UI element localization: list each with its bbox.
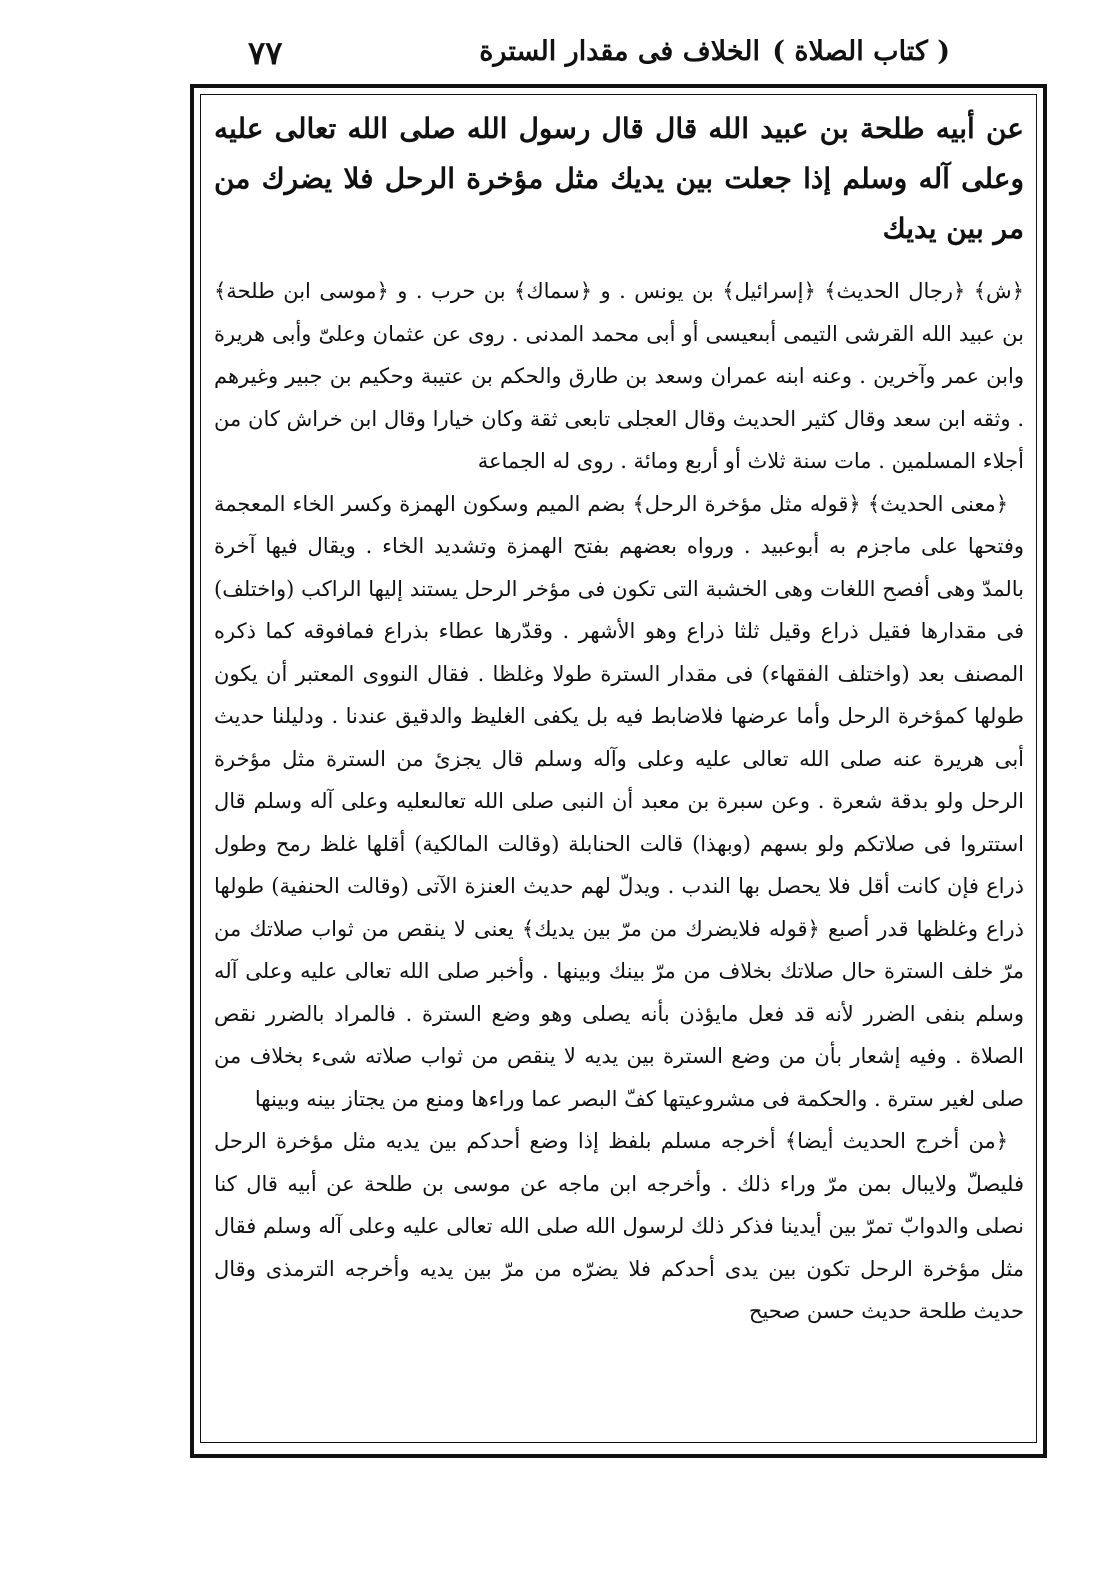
book-title: ( كتاب الصلاة ): [772, 36, 950, 67]
narrators-section: ﴿ش﴾ ﴿رجال الحديث﴾ ﴿إسرائيل﴾ بن يونس . و ﴿سماك﴾ بن حرب . و ﴿موسى ابن طلحة﴾ بن عبيد الله القرشى التيمى أبىعيسى أو أبى محمد المدنى . روى عن عثمان وعلىّ وأبى هريرة وابن عمر وآخرين . وعنه ابنه عمران وسعد بن طارق والحكم بن عتيبة وحكيم بن جبير وغيرهم . وثقه ابن سعد وقال كثير الحديث وقال العجلى تابعى ثقة وكان خيارا وقال ابن خراش كان من أجلاء المسلمين . مات سنة ثلاث أو أربع ومائة . روى له الجماعة: [214, 279, 1024, 473]
meaning-section: ﴿معنى الحديث﴾ ﴿قوله مثل مؤخرة الرحل﴾ بضم الميم وسكون الهمزة وكسر الخاء المعجمة وفتحها على ماجزم به أبوعبيد . ورواه بعضهم بفتح الهمزة وتشديد الخاء . ويقال فيها آخرة بالمدّ وهى أفصح اللغات وهى الخشبة التى تكون فى مؤخر الرحل يستند إليها الراكب (واختلف) فى مقدارها فقيل ذراع وقيل ثلثا ذراع وهو الأشهر . وقدّرها عطاء بذراع فمافوقه كما ذكره المصنف بعد (واختلف الفقهاء) فى مقدار السترة طولا وغلظا . فقال النووى المعتبر أن يكون طولها كمؤخرة الرحل وأما عرضها فلاضابط فيه بل يكفى الغليظ والدقيق عندنا . ودليلنا حديث أبى هريرة عنه صلى الله تعالى عليه وعلى وآله وسلم قال يجزئ من السترة مثل مؤخرة الرحل ولو بدقة شعرة . وعن سبرة بن معبد أن النبى صلى الله تعالىعليه وعلى آله وسلم قال استتروا فى صلاتكم ولو بسهم (وبهذا) قالت الحنابلة (وقالت المالكية) أقلها غلظ رمح وطول ذراع فإن كانت أقل فلا يحصل بها الندب . ويدلّ لهم حديث العنزة الآتى (وقالت الحنفية) طولها ذراع وغلظها قدر أصبع ﴿قوله فلايضرك من مرّ بين يديك﴾ يعنى لا ينقص من ثواب صلاتك من مرّ خلف السترة حال صلاتك بخلاف من مرّ بينك وبينها . وأخبر صلى الله تعالى عليه وعلى آله وسلم بنفى الضرر لأنه قد فعل مايؤذن بأنه يصلى وهو وضع السترة . فالمراد بالضرر نقص الصلاة . وفيه إشعار بأن من وضع السترة بين يديه لا ينقص من ثواب صلاته شىء بخلاف من صلى لغير سترة . والحكمة فى مشروعيتها كفّ البصر عما وراءها ومنع من يجتاز بينه وبينها: [214, 491, 1024, 1111]
page-number: ٧٧: [248, 34, 283, 72]
commentary: [214, 270, 1024, 1333]
section-title: الخلاف فى مقدار السترة: [479, 36, 760, 67]
running-header: [190, 36, 950, 82]
hadith-text: عن أبيه طلحة بن عبيد الله قال قال رسول الله صلى الله تعالى عليه وعلى آله وسلم إذا جعلت بين يديك مثل مؤخرة الرحل فلا يضرك من مر بين يديك: [214, 112, 1024, 245]
page-body: [214, 104, 1024, 1333]
sources-section: ﴿من أخرج الحديث أيضا﴾ أخرجه مسلم بلفظ إذا وضع أحدكم بين يديه مثل مؤخرة الرحل فليصلّ ولايبال بمن مرّ وراء ذلك . وأخرجه ابن ماجه عن موسى بن طلحة عن أبيه قال كنا نصلى والدوابّ تمرّ بين أيدينا فذكر ذلك لرسول الله صلى الله تعالى عليه وعلى آله وسلم فقال مثل مؤخرة الرحل تكون بين يدى أحدكم فلا يضرّه من مرّ بين يديه وأخرجه الترمذى وقال حديث طلحة حديث حسن صحيح: [214, 1129, 1024, 1323]
